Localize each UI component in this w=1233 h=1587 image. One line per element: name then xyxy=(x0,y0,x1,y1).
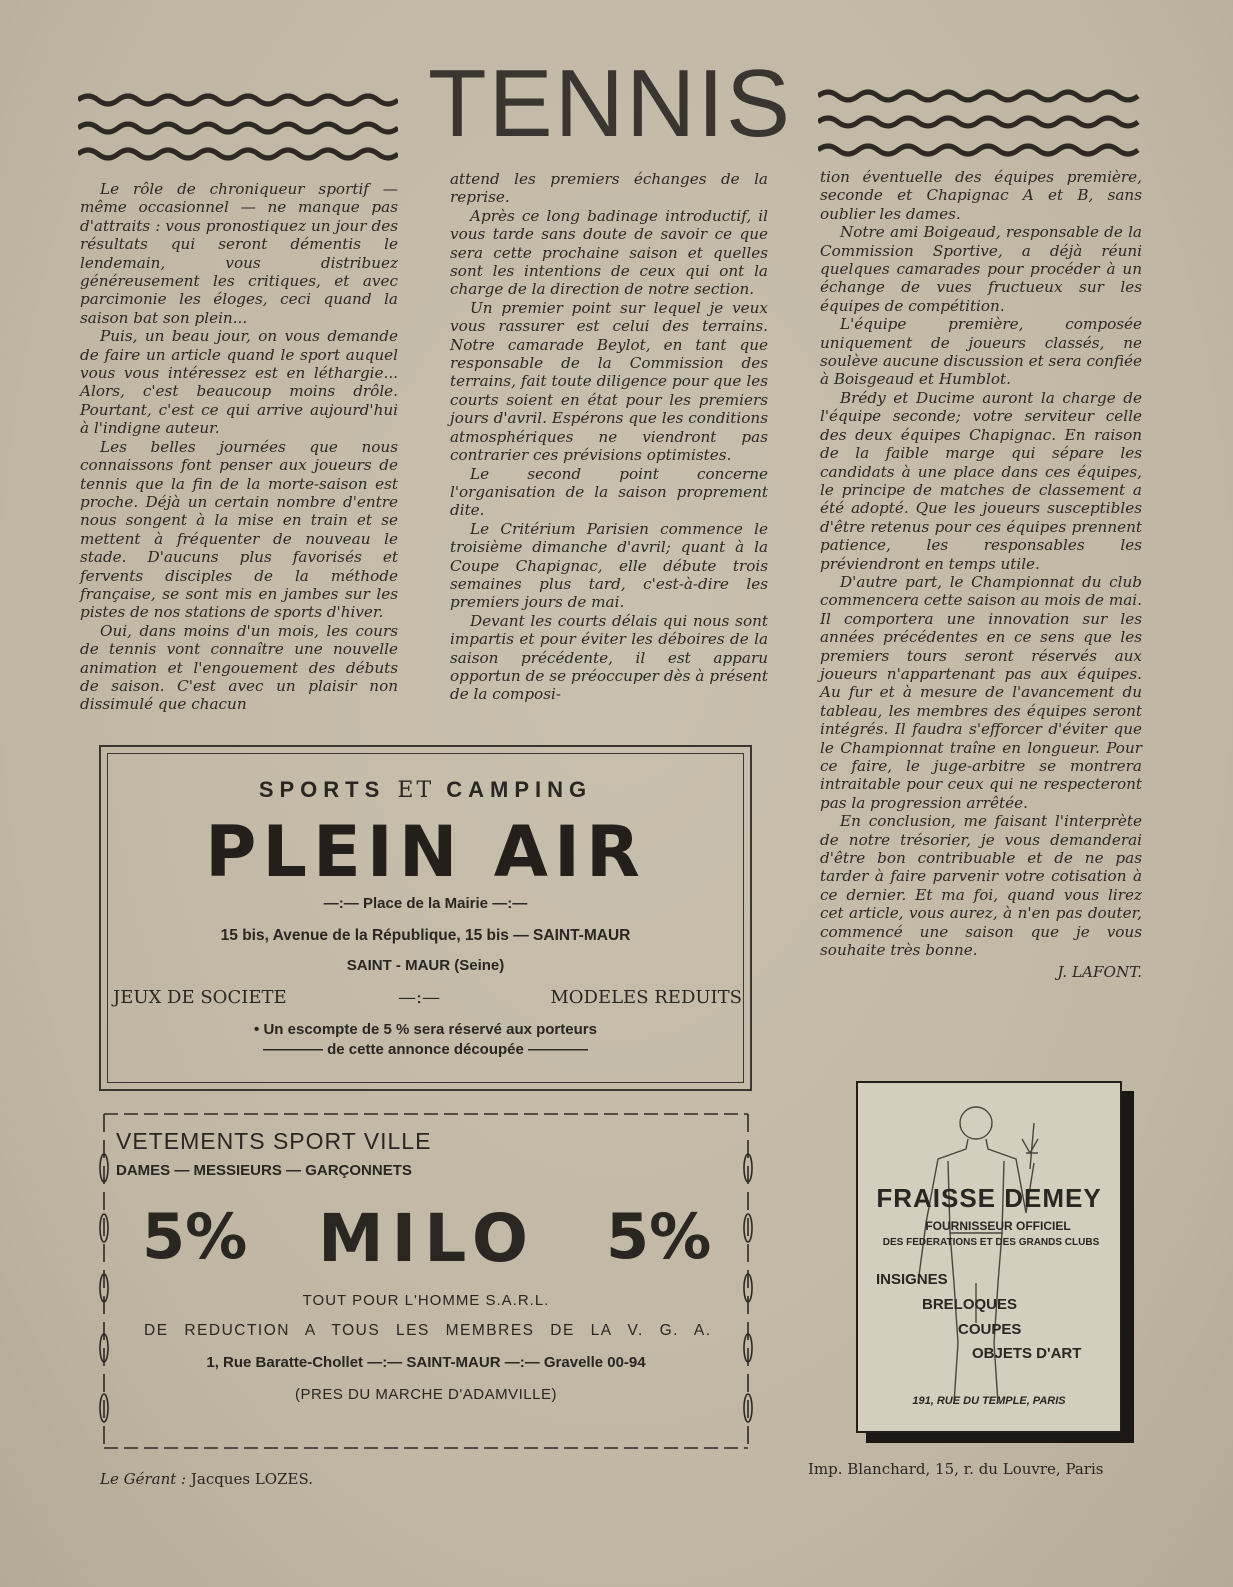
discount-percent-right: 5% xyxy=(606,1200,712,1273)
ad-reduction: DE REDUCTION A TOUS LES MEMBRES DE LA V. G. A. xyxy=(144,1322,712,1339)
milo-logo: MILO xyxy=(317,1200,537,1277)
page-title: TENNIS xyxy=(427,50,793,157)
ad-location-note: (PRES DU MARCHE D'ADAMVILLE) xyxy=(295,1386,557,1403)
athlete-illustration xyxy=(858,1083,1120,1431)
ad-city: SAINT - MAUR (Seine) xyxy=(346,957,505,974)
plein-air-advertisement xyxy=(99,745,752,1091)
ad-clothing-audience: DAMES — MESSIEURS — GARÇONNETS xyxy=(116,1162,412,1179)
right-wave-ornament xyxy=(818,84,1140,164)
ad-place: —:— Place de la Mairie —:— xyxy=(323,895,528,912)
paragraph: Le Critérium Parisien commence le troisième dimanche d'avril; quant à la Coupe Chapignac, elle débute trois semaines plus tard, c'est-à-dire les premiers jours de mai. xyxy=(450,519,768,612)
signature: J. LAFONT. xyxy=(1057,963,1142,982)
paragraph: Les belles journées que nous connaissons font penser aux joueurs de tennis que la fin de la morte-saison est proche. Déjà un certain nombre d'entre nous songent à la mise en train et se mettent à fréquenter de nouveau le stade. D'aucuns plus favorisés et fervents disciples de la méthode française, se sont mis en jambes sur les pistes de nos stations de sports d'hiver. xyxy=(80,437,398,622)
brand-address: 191, RUE DU TEMPLE, PARIS xyxy=(912,1395,1066,1407)
ad-discount-line-2: ———— de cette annonce découpée ———— xyxy=(262,1041,589,1058)
paragraph: Le second point concerne l'organisation de la saison proprement dite. xyxy=(450,464,768,520)
product-breloques: BRELOQUES xyxy=(922,1296,1018,1313)
paragraph: Devant les courts délais qui nous sont impartis et pour éviter les déboires de la saison précédente, il est apparu opportun de se préoccuper dès à présent de la composi- xyxy=(450,611,768,704)
ad-discount-line-1: • Un escompte de 5 % sera réservé aux porteurs xyxy=(254,1021,597,1038)
milo-advertisement xyxy=(96,1108,756,1460)
article-column-2 xyxy=(450,170,768,704)
article-column-1 xyxy=(80,180,398,714)
fraisse-demey-advertisement xyxy=(856,1081,1122,1433)
manager-credit: Le Gérant : Jacques LOZES. xyxy=(100,1470,313,1488)
jeux-label: JEUX DE SOCIETE xyxy=(113,987,287,1008)
separator: —:— xyxy=(398,987,441,1008)
paragraph: D'autre part, le Championnat du club commencera cette saison au mois de mai. Il comportera une innovation sur les années précédentes en ce sens que les premiers tours seront réservés aux joueurs n'appartenant pas aux équipes. Au fur et à mesure de l'avancement du tableau, les membres des équipes seront intégrés. Il faudra s'efforcer d'éviter que le Championnat traîne en longueur. Pour ce faire, le juge-arbitre se montrera intraitable pour ceux qui ne respecteront pas la progression arrêtée. xyxy=(820,572,1142,812)
sports-camping-heading: SPORTS ET CAMPING xyxy=(258,777,593,803)
product-insignes: INSIGNES xyxy=(876,1271,948,1288)
discount-percent-left: 5% xyxy=(142,1200,248,1273)
paragraph: tion éventuelle des équipes première, seconde et Chapignac A et B, sans oublier les dames. xyxy=(820,168,1142,223)
paragraph: Un premier point sur lequel je veux vous rassurer est celui des terrains. Notre camarade Beylot, en tant que responsable de la Commission des terrains, fait toute diligence pour que les courts soient en état pour les premiers jours d'avril. Espérons que les conditions atmosphériques ne viendront pas contrarier ces prévisions optimistes. xyxy=(450,298,768,465)
paragraph: En conclusion, me faisant l'interprète de notre trésorier, je vous demanderai d'être bon contribuable et de ne pas tarder à faire parvenir votre cotisation à ce dernier. Et ma foi, quand vous lirez cet article, vous aurez, à n'en pas douter, commencé une saison que je vous souhaite très bonne. xyxy=(820,812,1142,960)
paragraph: Oui, dans moins d'un mois, les cours de tennis vont connaître une nouvelle animation et l'engouement des débuts de saison. C'est avec un plaisir non dissimulé que chacun xyxy=(80,621,398,714)
ad-company: TOUT POUR L'HOMME S.A.R.L. xyxy=(302,1292,550,1309)
brand-name: FRAISSE DEMEY xyxy=(876,1183,1102,1213)
paragraph: Brédy et Ducime auront la charge de l'équipe seconde; votre serviteur celle des deux équipes Chapignac. En raison de la faible marge qui sépare les candidats à une place dans ces équipes, le principe de matches de classement a été adopté. Que les joueurs susceptibles d'être retenus pour ces équipes prennent patience, les responsables les préviendront en temps utile. xyxy=(820,388,1142,573)
ad-address: 1, Rue Baratte-Chollet —:— SAINT-MAUR —:— Gravelle 00-94 xyxy=(206,1354,646,1371)
ad-clothing-line: VETEMENTS SPORT VILLE xyxy=(116,1128,432,1154)
supplier-label: FOURNISSEUR OFFICIEL xyxy=(925,1219,1071,1233)
paragraph: Puis, un beau jour, on vous demande de faire un article quand le sport auquel vous vous intéressez est en léthargie... Alors, c'est beaucoup moins drôle. Pourtant, c'est ce qui arrive aujourd'hui à l'indigne auteur. xyxy=(80,327,398,438)
left-wave-ornament xyxy=(78,88,398,168)
printer-credit: Imp. Blanchard, 15, r. du Louvre, Paris xyxy=(808,1460,1104,1478)
paragraph: Après ce long badinage introductif, il vous tarde sans doute de savoir ce que sera cette prochaine saison et quelles sont les intentions de ceux qui ont la charge de la direction de notre section. xyxy=(450,206,768,299)
article-column-3 xyxy=(820,168,1142,982)
paragraph: attend les premiers échanges de la reprise. xyxy=(450,170,768,207)
paragraph: L'équipe première, composée uniquement de joueurs classés, ne soulève aucune discussion et sera confiée à Boisgeaud et Humblot. xyxy=(820,315,1142,389)
ad-address: 15 bis, Avenue de la République, 15 bis — SAINT-MAUR xyxy=(220,927,631,944)
ornamental-border xyxy=(96,1108,756,1460)
paragraph: Le rôle de chroniqueur sportif — même occasionnel — ne manque pas d'attraits : vous pronostiquez un jour des résultats qui seront démentis le lendemain, vous distribuez généreusement les critiques, et avec parcimonie les éloges, ceci quand la saison bat son plein... xyxy=(80,180,398,327)
modeles-label: MODELES REDUITS xyxy=(550,987,742,1008)
product-coupes: COUPES xyxy=(958,1321,1022,1338)
product-objets-art: OBJETS D'ART xyxy=(972,1345,1082,1362)
federations-label: DES FEDERATIONS ET DES GRANDS CLUBS xyxy=(882,1237,1100,1248)
plein-air-logo: PLEIN AIR xyxy=(205,811,646,893)
paragraph: Notre ami Boigeaud, responsable de la Commission Sportive, a déjà réuni quelques camarades pour procéder à un échange de vues fructueux sur les équipes de compétition. xyxy=(820,223,1142,315)
